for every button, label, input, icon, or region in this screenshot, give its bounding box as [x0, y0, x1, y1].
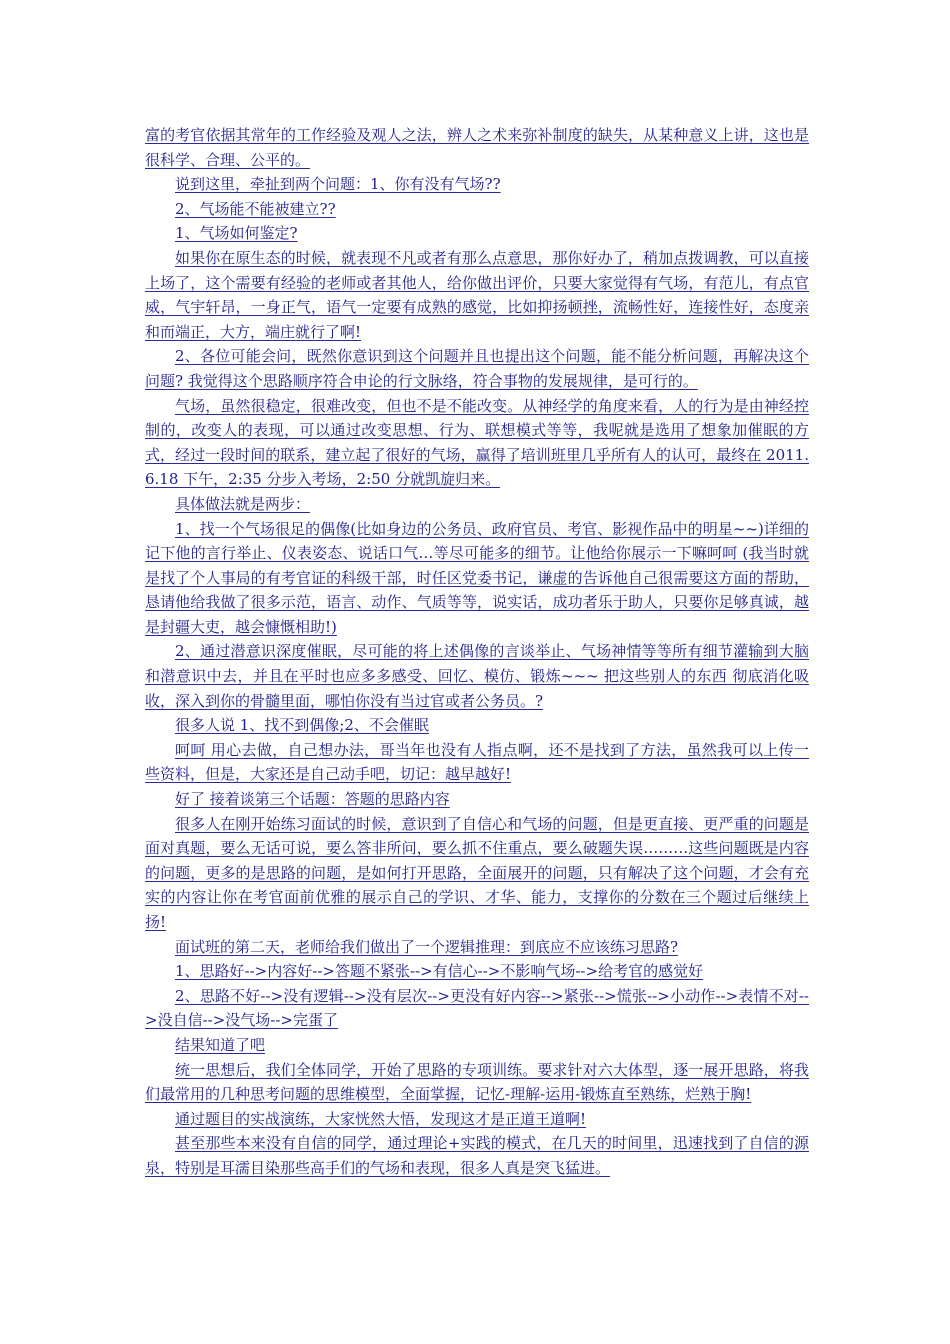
paragraph-text: 2、通过潜意识深度催眠，尽可能的将上述偶像的言谈举止、气场神情等等所有细节灌输到大脑和潜意识中去，并且在平时也应多多感受、回忆、模仿、锻炼~~~ 把这些别人的东西 彻底消化吸收，深入到你的骨髓里面，哪怕你没有当过官或者公务员。?: [145, 642, 809, 710]
paragraph: [145, 246, 809, 344]
paragraph: [145, 639, 809, 713]
paragraph-text: 说到这里，牵扯到两个问题：1、你有没有气场??: [175, 175, 501, 194]
paragraph-text: 2、气场能不能被建立??: [175, 199, 336, 218]
paragraph-text: 富的考官依据其常年的工作经验及观人之法，辨人之术来弥补制度的缺失，从某种意义上讲，这也是很科学、合理、公平的。: [145, 126, 809, 169]
paragraph: [145, 1033, 809, 1058]
paragraph-text: 具体做法就是两步：: [175, 494, 311, 513]
paragraph-text: 2、各位可能会问，既然你意识到这个问题并且也提出这个问题，能不能分析问题，再解决这个问题? 我觉得这个思路顺序符合申论的行文脉络，符合事物的发展规律，是可行的。: [145, 347, 809, 390]
paragraph-text: 呵呵 用心去做，自己想办法，哥当年也没有人指点啊，还不是找到了方法，虽然我可以上传一些资料，但是，大家还是自己动手吧，切记：越早越好!: [145, 740, 809, 784]
paragraph: [145, 787, 809, 812]
paragraph: [145, 1058, 809, 1107]
paragraph: [145, 344, 809, 393]
paragraph: [145, 959, 809, 984]
paragraph-text: 气场，虽然很稳定，很难改变，但也不是不能改变。从神经学的角度来看，人的行为是由神经控制的，改变人的表现，可以通过改变思想、行为、联想模式等等，我呢就是选用了想象加催眠的方式，经过一段时间的联系，建立起了很好的气场，赢得了培训班里几乎所有人的认可，最终在 2011.6.18 下午，2:35 分步入考场，2:50 分就凯旋归来。: [145, 396, 809, 489]
paragraph: [145, 492, 809, 517]
paragraph: [145, 197, 809, 222]
paragraph: [145, 394, 809, 492]
paragraph: [145, 123, 809, 172]
paragraph-text: 2、思路不好-->没有逻辑-->没有层次-->更没有好内容-->紧张-->慌张-->小动作-->表情不对-->没自信-->没气场-->完蛋了: [145, 986, 809, 1030]
paragraph-text: 统一思想后，我们全体同学，开始了思路的专项训练。要求针对六大体型，逐一展开思路，将我们最常用的几种思考问题的思维模型，全面掌握，记忆-理解-运用-锻炼直至熟练，烂熟于胸!: [145, 1060, 809, 1104]
paragraph-text: 很多人说 1、找不到偶像;2、不会催眠: [175, 716, 429, 735]
paragraph-text: 很多人在刚开始练习面试的时候，意识到了自信心和气场的问题，但是更直接、更严重的问题是面对真题，要么无话可说，要么答非所问，要么抓不住重点，要么破题失误………这些问题既是内容的问题，更多的是思路的问题，是如何打开思路，全面展开的问题，只有解决了这个问题，才会有充实的内容让你在考官面前优雅的展示自己的学识、才华、能力，支撑你的分数在三个题过后继续上扬!: [145, 814, 809, 931]
paragraph: [145, 517, 809, 640]
paragraph-text: 1、找一个气场很足的偶像(比如身边的公务员、政府官员、考官、影视作品中的明星~~)详细的记下他的言行举止、仪表姿态、说话口气…等尽可能多的细节。让他给你展示一下嘛呵呵 (我当时就是找了个人事局的有考官证的科级干部，时任区党委书记，谦虚的告诉他自己很需要这方面的帮助，恳请他给我做了很多示范，语言、动作、气质等等，说实话，成功者乐于助人，只要你足够真诚，越是封疆大吏，越会慷慨相助!): [145, 519, 809, 636]
paragraph-text: 甚至那些本来没有自信的同学，通过理论+实践的模式，在几天的时间里，迅速找到了自信的源泉，特别是耳濡目染那些高手们的气场和表现，很多人真是突飞猛进。: [145, 1134, 809, 1177]
document-body: [145, 123, 809, 1181]
paragraph: [145, 1131, 809, 1180]
paragraph-text: 好了 接着谈第三个话题：答题的思路内容: [175, 790, 450, 809]
paragraph: [145, 812, 809, 935]
paragraph-text: 1、思路好-->内容好-->答题不紧张-->有信心-->不影响气场-->给考官的感觉好: [175, 962, 704, 981]
paragraph: [145, 738, 809, 787]
paragraph: [145, 984, 809, 1033]
paragraph: [145, 713, 809, 738]
paragraph-text: 通过题目的实战演练，大家恍然大悟，发现这才是正道王道啊!: [175, 1109, 587, 1128]
paragraph-text: 面试班的第二天，老师给我们做出了一个逻辑推理：到底应不应该练习思路?: [175, 937, 679, 956]
paragraph-text: 如果你在原生态的时候，就表现不凡或者有那么点意思，那你好办了，稍加点拨调教，可以直接上场了，这个需要有经验的老师或者其他人，给你做出评价，只要大家觉得有气场，有范儿，有点官威，气宇轩昂，一身正气，语气一定要有成熟的感觉，比如抑扬顿挫，流畅性好，连接性好，态度亲和而端正，大方，端庄就行了啊!: [145, 248, 809, 341]
paragraph: [145, 172, 809, 197]
paragraph: [145, 221, 809, 246]
paragraph: [145, 935, 809, 960]
paragraph-text: 结果知道了吧: [175, 1035, 266, 1054]
paragraph: [145, 1107, 809, 1132]
paragraph-text: 1、气场如何鉴定?: [175, 224, 298, 243]
